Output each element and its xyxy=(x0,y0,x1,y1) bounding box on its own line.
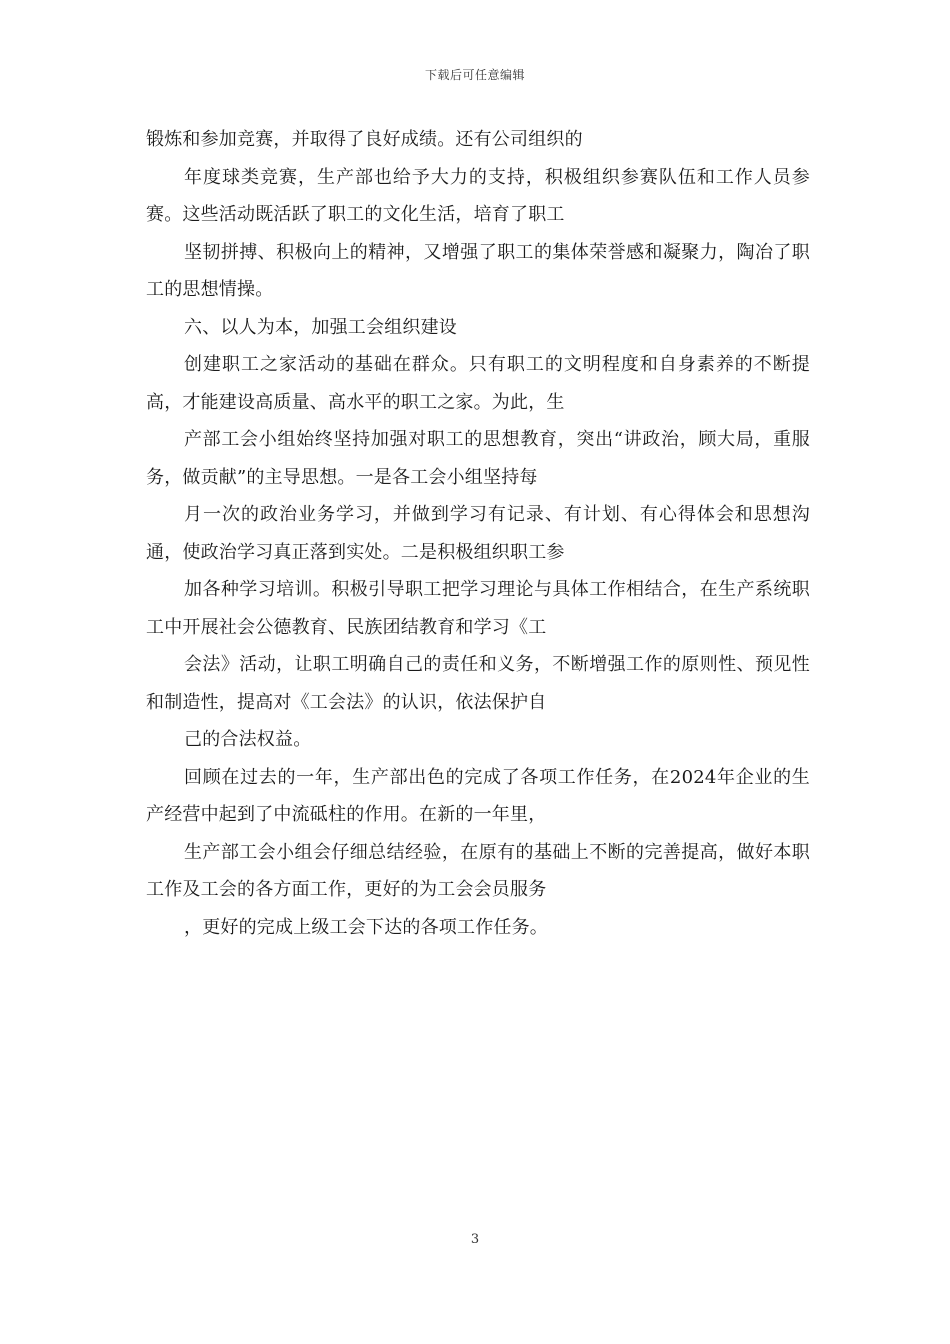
paragraph-3: 坚韧拼搏、积极向上的精神，又增强了职工的集体荣誉感和凝聚力，陶冶了职工的思想情操。 xyxy=(146,241,810,300)
paragraph-1: 锻炼和参加竞赛，并取得了良好成绩。还有公司组织的 xyxy=(146,129,583,150)
paragraph-2: 年度球类竞赛，生产部也给予大力的支持，积极组织参赛队伍和工作人员参赛。这些活动既活跃了职工的文化生活，培育了职工 xyxy=(146,166,810,225)
page-number: 3 xyxy=(470,1232,480,1247)
paragraph-7: 月一次的政治业务学习，并做到学习有记录、有计划、有心得体会和思想沟通，使政治学习真正落到实处。二是积极组织职工参 xyxy=(146,504,810,563)
paragraph-6: 产部工会小组始终坚持加强对职工的思想教育，突出“讲政治，顾大局，重服务，做贡献”的主导思想。一是各工会小组坚持每 xyxy=(146,429,810,488)
paragraph-9: 会法》活动，让职工明确自己的责任和义务，不断增强工作的原则性、预见性和制造性，提高对《工会法》的认识，依法保护自 xyxy=(146,654,810,713)
paragraph-10: 己的合法权益。 xyxy=(184,729,312,750)
document-body xyxy=(146,121,810,946)
page-header: 下载后可任意编辑 xyxy=(424,68,525,82)
paragraph-5: 创建职工之家活动的基础在群众。只有职工的文明程度和自身素养的不断提高，才能建设高质量、高水平的职工之家。为此，生 xyxy=(146,354,810,413)
section-heading: 六、以人为本，加强工会组织建设 xyxy=(184,316,457,338)
paragraph-12: 生产部工会小组会仔细总结经验，在原有的基础上不断的完善提高，做好本职工作及工会的各方面工作，更好的为工会会员服务 xyxy=(146,841,810,900)
paragraph-13: ，更好的完成上级工会下达的各项工作任务。 xyxy=(184,916,548,938)
paragraph-8: 加各种学习培训。积极引导职工把学习理论与具体工作相结合，在生产系统职工中开展社会公德教育、民族团结教育和学习《工 xyxy=(146,579,810,638)
paragraph-11: 回顾在过去的一年，生产部出色的完成了各项工作任务，在2024年企业的生产经营中起到了中流砥柱的作用。在新的一年里， xyxy=(146,766,810,825)
